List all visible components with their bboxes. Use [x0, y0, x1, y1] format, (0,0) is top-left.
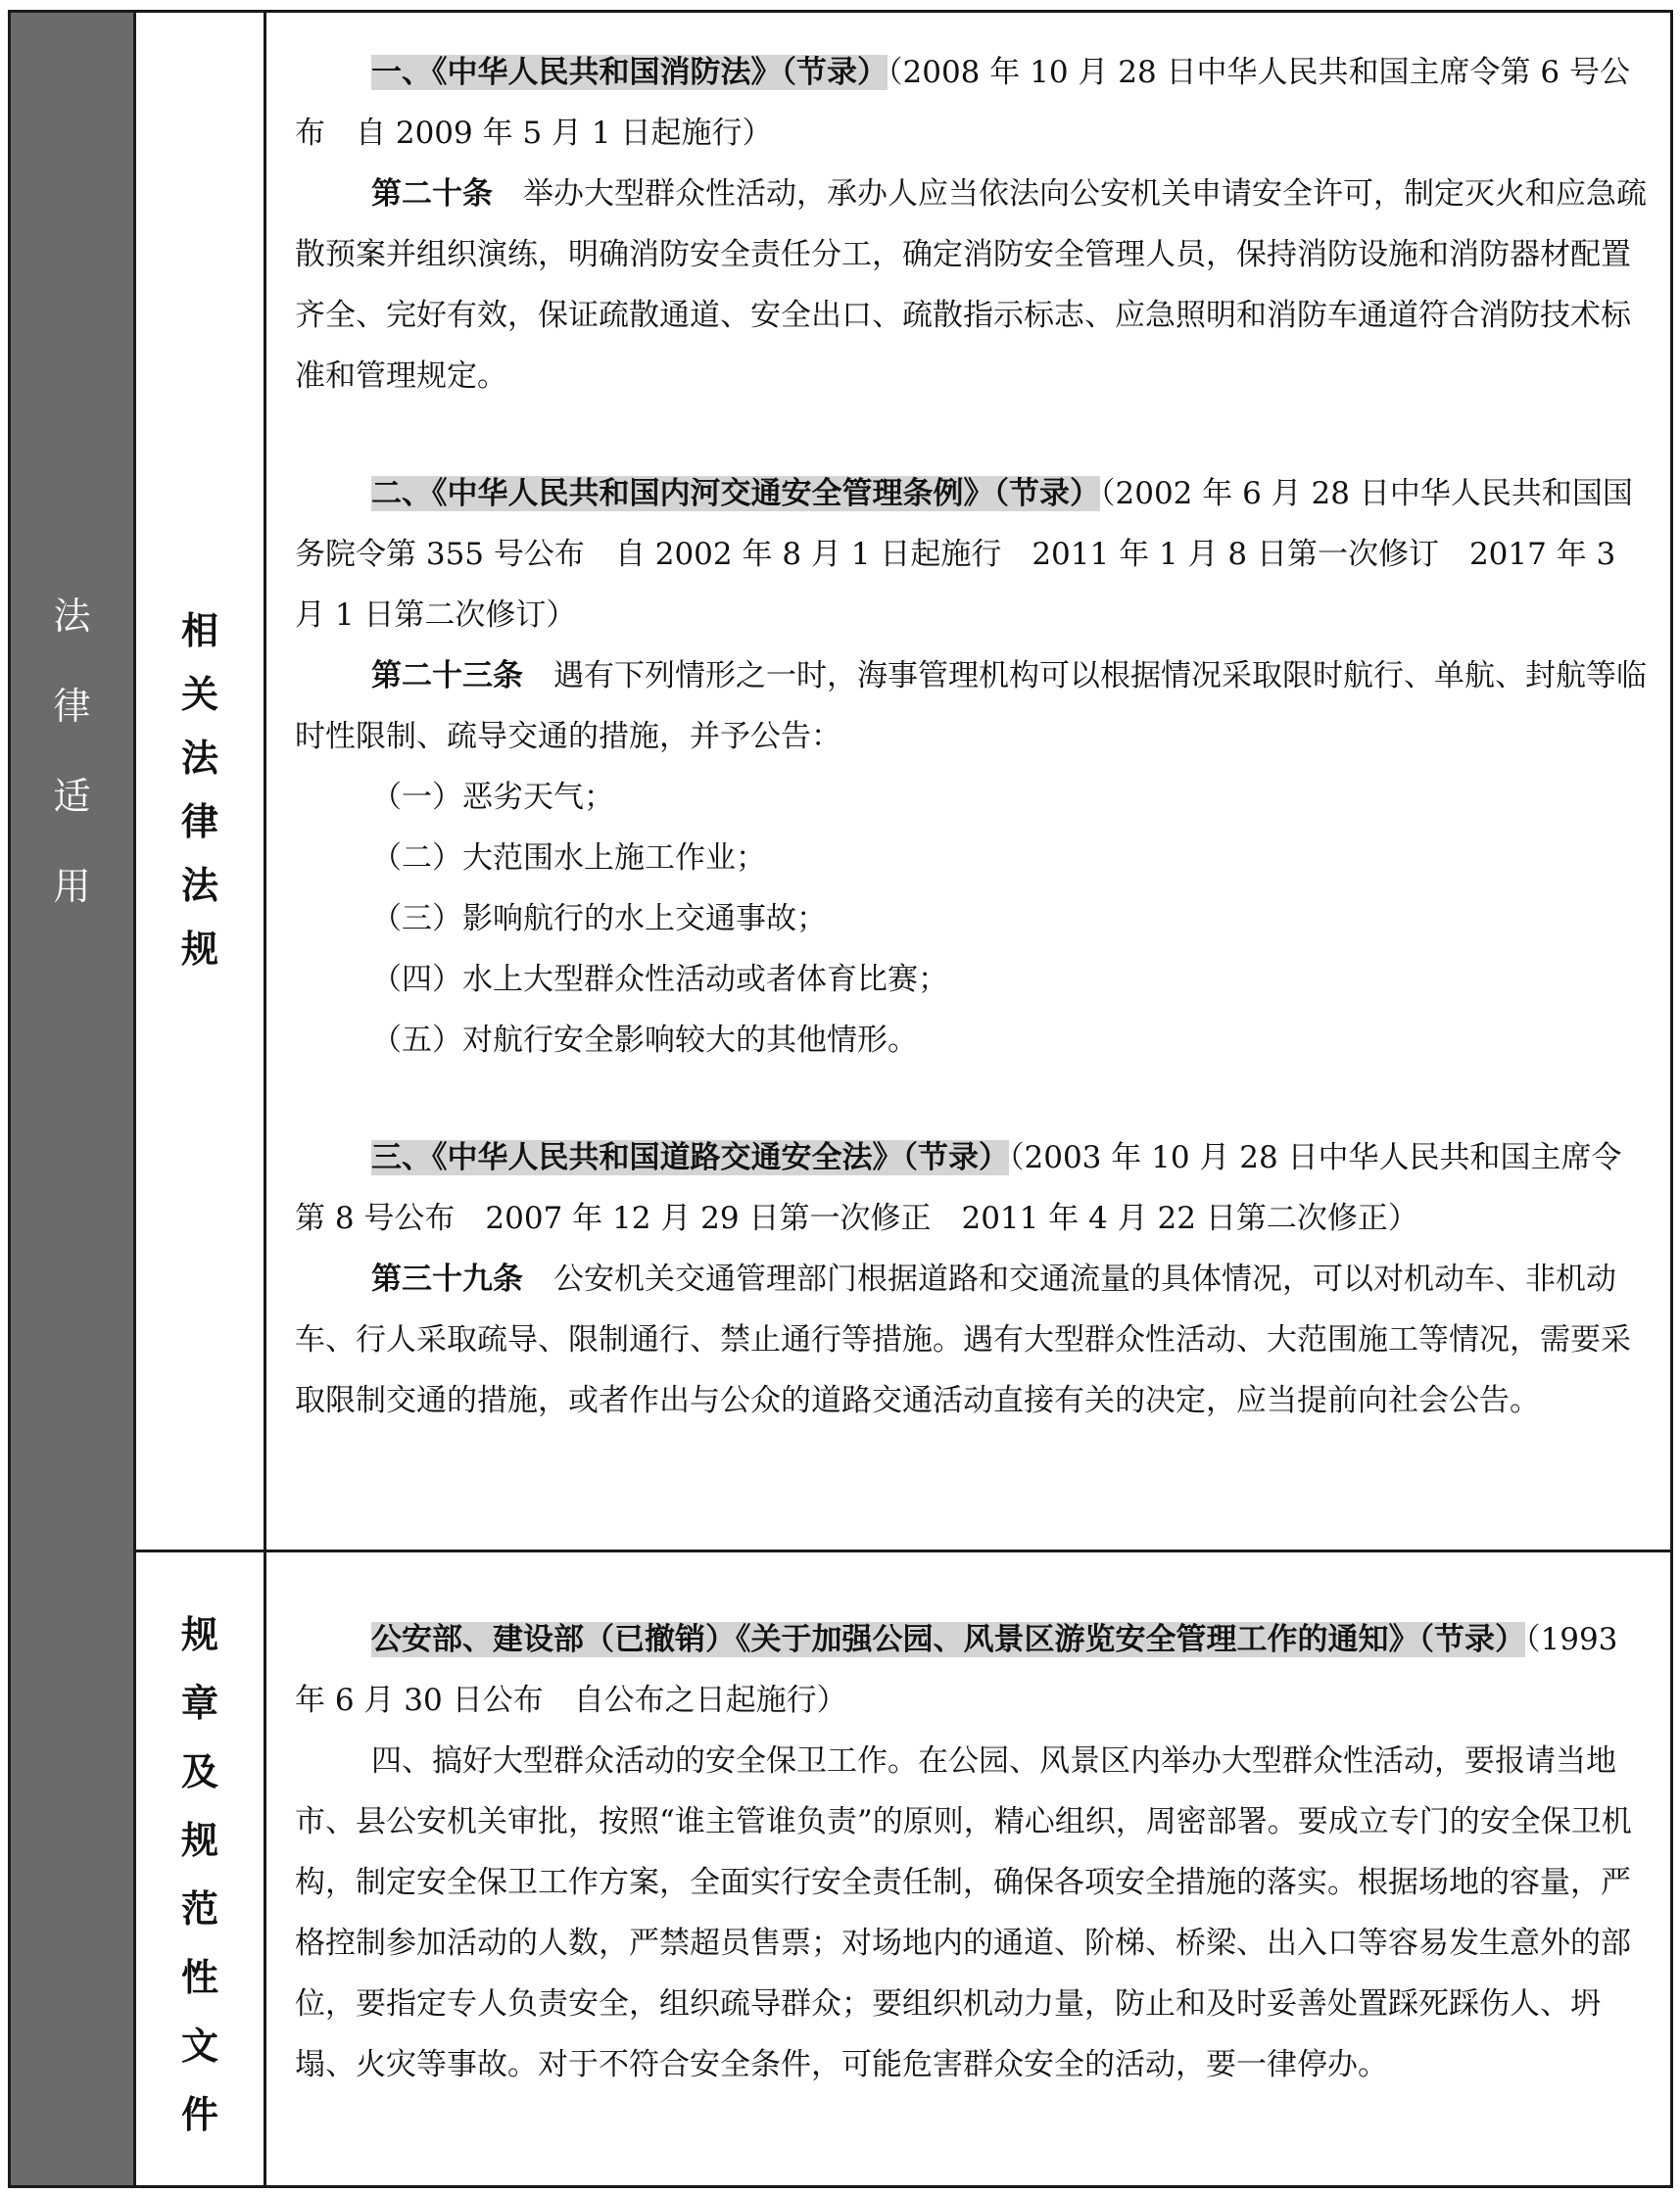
law-entry-3 [295, 1127, 1652, 1249]
law-source: （2008 年 10 月 28 日中华人民共和国主席令第 6 号公布 自 2009 年 5 月 1 日起施行） [295, 55, 1630, 151]
law-entry-2 [295, 463, 1652, 645]
category-char: 律 [53, 685, 91, 728]
article-paragraph [295, 645, 1652, 767]
law-title: 三、《中华人民共和国道路交通安全法》（节录） [371, 1140, 1009, 1175]
category-char: 用 [53, 865, 91, 908]
article-paragraph [295, 1249, 1652, 1431]
law-entry-1 [295, 42, 1652, 164]
regulation-title: 公安部、建设部（已撤销）《关于加强公园、风景区游览安全管理工作的通知》（节录） [371, 1622, 1525, 1657]
article-text: 公安机关交通管理部门根据道路和交通流量的具体情况，可以对机动车、非机动车、行人采取疏导、限制通行、禁止通行等措施。遇有大型群众性活动、大范围施工等情况，需要采取限制交通的措施，或者作出与公众的道路交通活动直接有关的决定，应当提前向社会公告。 [295, 1262, 1631, 1418]
article-number: 第三十九条 [371, 1262, 523, 1297]
law-title: 二、《中华人民共和国内河交通安全管理条例》（节录） [371, 476, 1100, 511]
category-column [11, 13, 136, 2185]
list-item: （五）对航行安全影响较大的其他情形。 [371, 1023, 918, 1058]
category-char: 适 [53, 775, 91, 818]
regulation-entry [295, 1609, 1652, 1731]
row-divider [136, 1550, 1670, 1552]
law-title: 一、《中华人民共和国消防法》（节录） [371, 55, 888, 90]
regulation-source: （1993 年 6 月 30 日公布 自公布之日起施行） [295, 1622, 1618, 1718]
article-text: 举办大型群众性活动，承办人应当依法向公安机关申请安全许可，制定灭火和应急疏散预案并组织演练，明确消防安全责任分工，确定消防安全管理人员，保持消防设施和消防器材配置齐全、完好有效，保证疏散通道、安全出口、疏散指示标志、应急照明和消防车通道符合消防技术标准和管理规定。 [295, 176, 1647, 394]
section-label-laws: 相 关 法 律 法 规 [180, 609, 218, 971]
list-item: （三）影响航行的水上交通事故； [371, 901, 827, 936]
column-divider [264, 13, 266, 2185]
law-table [8, 10, 1673, 2188]
regulation-paragraph: 四、搞好大型群众活动的安全保卫工作。在公园、风景区内举办大型群众性活动，要报请当地市、县公安机关审批，按照“谁主管谁负责”的原则，精心组织，周密部署。要成立专门的安全保卫机构，制定安全保卫工作方案，全面实行安全责任制，确保各项安全措施的落实。根据场地的容量，严格控制参加活动的人数，严禁超员售票；对场地内的通道、阶梯、桥梁、出入口等容易发生意外的部位，要指定专人负责安全，组织疏导群众；要组织机动力量，防止和及时妥善处置踩死踩伤人、坍塌、火灾等事故。对于不符合安全条件，可能危害群众安全的活动，要一律停办。 [295, 1743, 1632, 2082]
article-number: 第二十条 [371, 176, 493, 212]
law-source: （2003 年 10 月 28 日中华人民共和国主席令第 8 号公布 2007 年 12 月 29 日第一次修正 2011 年 4 月 22 日第二次修正） [295, 1140, 1622, 1236]
article-paragraph [295, 164, 1652, 406]
list-item: （一）恶劣天气； [371, 780, 614, 815]
law-source: （2002 年 6 月 28 日中华人民共和国国务院令第 355 号公布 自 2002 年 8 月 1 日起施行 2011 年 1 月 8 日第一次修订 2017 年 3 月 1 日第二次修订） [295, 476, 1633, 633]
article-number: 第二十三条 [371, 658, 523, 693]
regulations-content [295, 1609, 1652, 2095]
laws-content [295, 42, 1652, 1431]
category-char: 法 [53, 595, 91, 638]
list-item: （二）大范围水上施工作业； [371, 840, 766, 876]
section-label-regulations: 规 章 及 规 范 性 文 件 [180, 1613, 218, 2136]
list-item: （四）水上大型群众性活动或者体育比赛； [371, 962, 948, 997]
article-text: 遇有下列情形之一时，海事管理机构可以根据情况采取限时航行、单航、封航等临时性限制、疏导交通的措施，并予公告： [295, 658, 1647, 754]
